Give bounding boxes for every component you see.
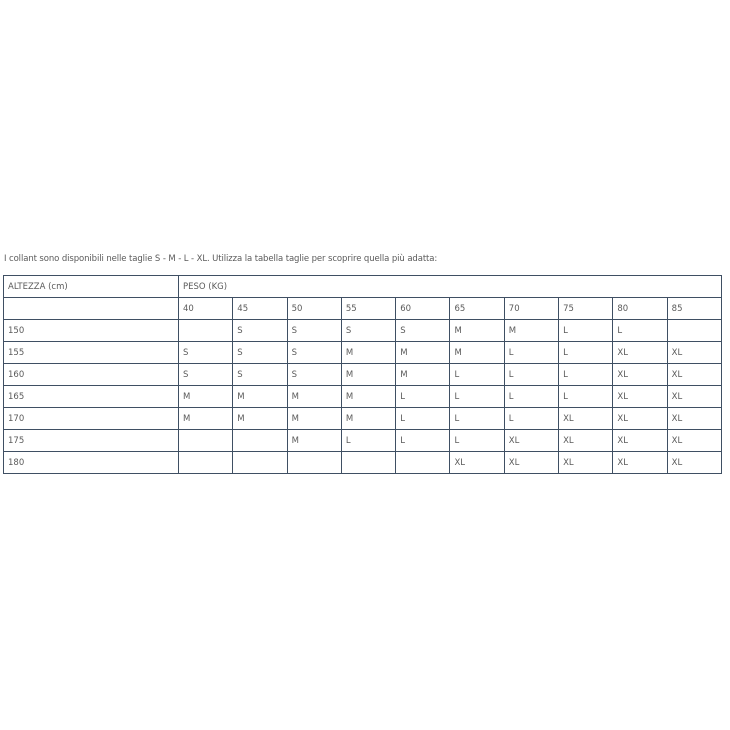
size-cell <box>179 452 233 474</box>
size-cell: L <box>450 408 504 430</box>
header-row <box>4 276 722 298</box>
height-cell: 155 <box>4 342 179 364</box>
size-cell: M <box>504 320 558 342</box>
table-row <box>4 320 722 342</box>
weight-header: PESO (KG) <box>179 276 722 298</box>
size-cell: M <box>450 320 504 342</box>
height-header: ALTEZZA (cm) <box>4 276 179 298</box>
size-cell: M <box>287 408 341 430</box>
size-cell: XL <box>504 452 558 474</box>
size-cell: M <box>287 430 341 452</box>
size-cell: S <box>233 364 287 386</box>
size-cell: S <box>179 364 233 386</box>
weights-row <box>4 298 722 320</box>
size-cell: L <box>613 320 667 342</box>
size-cell: XL <box>613 452 667 474</box>
size-cell: L <box>396 430 450 452</box>
height-cell: 165 <box>4 386 179 408</box>
size-cell: XL <box>559 408 613 430</box>
size-cell: L <box>450 364 504 386</box>
size-cell: L <box>341 430 395 452</box>
size-cell <box>667 320 721 342</box>
size-cell: XL <box>559 452 613 474</box>
size-cell: M <box>396 364 450 386</box>
weight-cell: 45 <box>233 298 287 320</box>
size-chart-body <box>4 276 722 474</box>
size-cell: L <box>559 342 613 364</box>
size-chart-table <box>3 275 722 474</box>
size-cell <box>233 430 287 452</box>
size-cell: L <box>504 364 558 386</box>
size-cell: S <box>179 342 233 364</box>
size-cell <box>233 452 287 474</box>
height-cell: 170 <box>4 408 179 430</box>
size-cell: L <box>450 386 504 408</box>
size-cell: S <box>341 320 395 342</box>
size-cell: L <box>504 408 558 430</box>
weight-cell: 85 <box>667 298 721 320</box>
size-cell: L <box>559 386 613 408</box>
table-row <box>4 364 722 386</box>
weight-cell: 75 <box>559 298 613 320</box>
size-cell: XL <box>450 452 504 474</box>
size-cell: M <box>396 342 450 364</box>
table-row <box>4 430 722 452</box>
size-cell: XL <box>613 408 667 430</box>
weights-row-spacer <box>4 298 179 320</box>
size-cell: L <box>396 408 450 430</box>
size-cell <box>179 430 233 452</box>
size-cell: S <box>287 342 341 364</box>
weight-cell: 40 <box>179 298 233 320</box>
table-row <box>4 408 722 430</box>
weight-cell: 55 <box>341 298 395 320</box>
size-cell: XL <box>667 364 721 386</box>
size-cell: M <box>233 386 287 408</box>
size-cell: M <box>341 408 395 430</box>
size-cell: S <box>287 320 341 342</box>
table-row <box>4 452 722 474</box>
height-cell: 160 <box>4 364 179 386</box>
size-cell: XL <box>667 342 721 364</box>
size-cell: XL <box>613 386 667 408</box>
size-cell: XL <box>613 430 667 452</box>
size-cell: L <box>396 386 450 408</box>
size-cell <box>287 452 341 474</box>
size-cell: XL <box>667 408 721 430</box>
size-cell: M <box>287 386 341 408</box>
size-cell: XL <box>667 386 721 408</box>
weight-cell: 80 <box>613 298 667 320</box>
size-cell: XL <box>504 430 558 452</box>
size-cell: XL <box>613 364 667 386</box>
height-cell: 150 <box>4 320 179 342</box>
size-cell: M <box>233 408 287 430</box>
height-cell: 180 <box>4 452 179 474</box>
size-cell: S <box>396 320 450 342</box>
size-cell: L <box>559 320 613 342</box>
height-cell: 175 <box>4 430 179 452</box>
size-cell: M <box>341 342 395 364</box>
size-cell: M <box>450 342 504 364</box>
size-cell: XL <box>667 452 721 474</box>
size-cell: XL <box>613 342 667 364</box>
size-cell <box>341 452 395 474</box>
size-cell: M <box>179 408 233 430</box>
size-cell: S <box>287 364 341 386</box>
size-cell: L <box>559 364 613 386</box>
weight-cell: 70 <box>504 298 558 320</box>
weight-cell: 65 <box>450 298 504 320</box>
size-cell: S <box>233 320 287 342</box>
size-cell: L <box>504 342 558 364</box>
size-cell <box>396 452 450 474</box>
size-cell: M <box>179 386 233 408</box>
weight-cell: 60 <box>396 298 450 320</box>
intro-text: I collant sono disponibili nelle taglie S - M - L - XL. Utilizza la tabella taglie per scoprire quella più adatta: <box>4 254 438 264</box>
table-row <box>4 386 722 408</box>
size-cell: M <box>341 386 395 408</box>
size-cell: L <box>504 386 558 408</box>
size-cell: XL <box>667 430 721 452</box>
size-cell: XL <box>559 430 613 452</box>
size-cell: L <box>450 430 504 452</box>
size-cell: S <box>233 342 287 364</box>
weight-cell: 50 <box>287 298 341 320</box>
size-cell <box>179 320 233 342</box>
table-row <box>4 342 722 364</box>
size-cell: M <box>341 364 395 386</box>
